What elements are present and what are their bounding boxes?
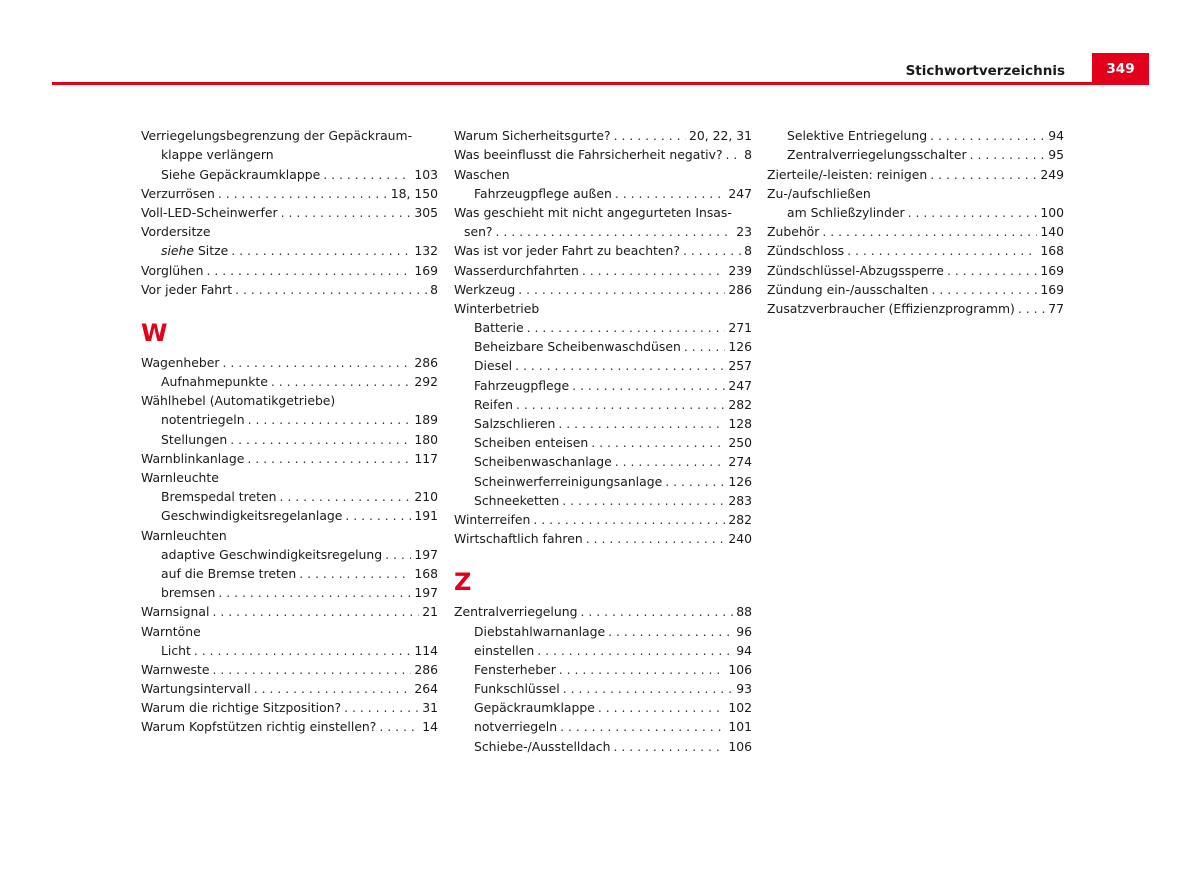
index-entry (454, 124, 752, 143)
index-entry-label: Warum Sicherheitsgurte? (454, 128, 611, 144)
section-letter: Z (454, 568, 472, 597)
index-entry-page: 197 (414, 546, 438, 562)
index-entry (767, 239, 1064, 258)
index-entry (767, 162, 1064, 181)
leader-dots (323, 167, 411, 182)
index-entry (141, 351, 438, 370)
index-entry-label: Wasserdurchfahrten (454, 262, 579, 278)
index-entry (141, 639, 438, 658)
index-entry-label: sen? (464, 224, 493, 240)
leader-dots (218, 585, 411, 600)
index-entry-page: 95 (1048, 147, 1064, 163)
index-entry-page: 282 (728, 511, 752, 527)
index-entry (454, 696, 752, 715)
index-entry (454, 412, 752, 431)
index-entry-page: 168 (1040, 243, 1064, 259)
leader-dots (279, 489, 411, 504)
index-entry (141, 562, 438, 581)
index-entry (141, 182, 438, 201)
index-entry-label: Vor jeder Fahrt (141, 281, 233, 297)
index-entry-page: 88 (736, 604, 752, 620)
index-entry-label: Fahrzeugpflege außen (474, 185, 612, 201)
index-entry-label: Scheinwerferreinigungsanlage (474, 473, 663, 489)
index-entry-label: Was beeinflusst die Fahrsicherheit negativ? (454, 147, 723, 163)
index-entry (141, 543, 438, 562)
index-entry (454, 639, 752, 658)
index-entry (454, 316, 752, 335)
index-entry-label: Warnweste (141, 661, 210, 677)
index-entry-page: 210 (414, 489, 438, 505)
index-entry (454, 393, 752, 412)
leader-dots (299, 566, 411, 581)
index-entry (454, 677, 752, 696)
index-entry-label: Diebstahlwarnanlage (474, 623, 606, 639)
index-entry (141, 696, 438, 715)
index-entry-page: 18, 150 (390, 185, 438, 201)
index-entry-label: Schiebe-/Ausstelldach (474, 738, 611, 754)
index-entry-page: 102 (728, 700, 752, 716)
index-entry-label: Warum die richtige Sitzposition? (141, 700, 342, 716)
leader-dots (908, 205, 1038, 220)
leader-dots (572, 378, 725, 393)
index-entry-label: Wagenheber (141, 354, 220, 370)
index-entry (141, 619, 438, 638)
index-entry-label: Batterie (474, 320, 524, 336)
index-entry-page: 8 (744, 243, 752, 259)
index-column-3 (767, 124, 1064, 316)
index-entry-label: Siehe Gepäckraumklappe (161, 166, 321, 182)
index-entry-emphasis: siehe (161, 243, 194, 259)
leader-dots (516, 397, 725, 412)
index-entry-page: 77 (1048, 300, 1064, 316)
index-entry (454, 335, 752, 354)
index-entry (454, 715, 752, 734)
index-entry-label: Zündschloss (767, 243, 845, 259)
index-entry (141, 370, 438, 389)
index-entry-page: 286 (414, 354, 438, 370)
index-entry-page: 169 (414, 262, 438, 278)
index-entry-label: Zentralverriegelung (454, 604, 578, 620)
leader-dots (527, 320, 726, 335)
leader-dots (254, 681, 412, 696)
index-entry-label: Warnblinkanlage (141, 450, 245, 466)
index-entry-page: 239 (728, 262, 752, 278)
index-entry (141, 408, 438, 427)
leader-dots (847, 243, 1037, 258)
index-entry-label: Geschwindigkeitsregelanlage (161, 508, 343, 524)
leader-dots (822, 224, 1037, 239)
index-entry-label: Zubehör (767, 224, 820, 240)
index-entry-page: 282 (728, 396, 752, 412)
index-entry (141, 239, 438, 258)
index-entry-label: Was geschieht mit nicht angegurteten Insas- (454, 204, 732, 220)
index-entry-label: notverriegeln (474, 719, 558, 735)
index-entry (141, 447, 438, 466)
index-entry-label: Warum Kopfstützen richtig einstellen? (141, 719, 377, 735)
index-entry (454, 489, 752, 508)
index-entry (141, 715, 438, 734)
index-entry-page: 305 (414, 204, 438, 220)
index-entry (454, 508, 752, 527)
index-column-2 (454, 124, 752, 754)
index-entry-label: einstellen (474, 642, 535, 658)
index-entry (767, 143, 1064, 162)
leader-dots (930, 128, 1045, 143)
leader-dots (932, 282, 1038, 297)
leader-dots (230, 432, 411, 447)
index-entry (141, 581, 438, 600)
index-entry-page: 169 (1040, 281, 1064, 297)
index-entry (454, 734, 752, 753)
index-entry (454, 469, 752, 488)
index-entry-label: Was ist vor jeder Fahrt zu beachten? (454, 243, 680, 259)
index-entry (141, 427, 438, 446)
leader-dots (560, 719, 725, 734)
index-entry-page: 191 (414, 508, 438, 524)
leader-dots (615, 186, 726, 201)
index-entry-label: Voll-LED-Scheinwerfer (141, 204, 278, 220)
index-column-1 (141, 124, 438, 734)
index-entry-page: 240 (728, 531, 752, 547)
index-entry (141, 124, 438, 143)
index-entry (141, 504, 438, 523)
index-entry-label: Selektive Entriegelung (787, 128, 928, 144)
index-entry-page: 114 (414, 642, 438, 658)
index-entry (454, 201, 752, 220)
index-entry-page: 100 (1040, 204, 1064, 220)
index-entry-label: Funkschlüssel (474, 681, 560, 697)
index-entry-label: Warnleuchte (141, 470, 219, 485)
leader-dots (580, 604, 733, 619)
leader-dots (582, 263, 725, 278)
leader-dots (281, 205, 412, 220)
index-entry-label: Beheizbare Scheibenwaschdüsen (474, 339, 681, 355)
leader-dots (684, 339, 726, 354)
leader-dots (231, 243, 411, 258)
index-entry (141, 523, 438, 542)
index-entry-label: Winterreifen (454, 511, 531, 527)
index-entry-page: 247 (728, 185, 752, 201)
index-entry-page: 283 (728, 492, 752, 508)
index-entry (454, 354, 752, 373)
index-entry-label: Waschen (454, 166, 510, 182)
index-entry-label: Zierteile/-leisten: reinigen (767, 166, 928, 182)
index-entry-page: 106 (728, 661, 752, 677)
index-entry-label: Licht (161, 642, 191, 658)
index-entry-page: 247 (728, 377, 752, 393)
leader-dots (591, 435, 725, 450)
index-entry (454, 450, 752, 469)
index-entry-label: Verriegelungsbegrenzung der Gepäckraum- (141, 128, 413, 144)
index-entry (454, 431, 752, 450)
index-entry-page: 20, 22, 31 (688, 128, 752, 144)
index-entry-page: 292 (414, 374, 438, 390)
index-entry-label: Zu-/aufschließen (767, 185, 871, 201)
page-number: 349 (1092, 53, 1149, 85)
leader-dots (206, 263, 411, 278)
leader-dots (248, 412, 412, 427)
index-entry (767, 220, 1064, 239)
index-entry-label: Zentralverriegelungsschalter (787, 147, 967, 163)
index-entry (767, 278, 1064, 297)
index-entry-page: 286 (728, 281, 752, 297)
index-entry (141, 466, 438, 485)
index-entry-label: Verzurrösen (141, 185, 215, 201)
leader-dots (515, 358, 725, 373)
leader-dots (562, 493, 725, 508)
leader-dots (212, 604, 419, 619)
index-entry (454, 619, 752, 638)
index-entry-label: Vordersitze (141, 224, 211, 240)
index-entry-page: 169 (1040, 262, 1064, 278)
index-entry (767, 124, 1064, 143)
leader-dots (683, 243, 741, 258)
section-title: Stichwortverzeichnis (905, 63, 1065, 79)
index-entry-page: 96 (736, 623, 752, 639)
leader-dots (247, 451, 411, 466)
leader-dots (559, 662, 726, 677)
index-entry-page: 180 (414, 431, 438, 447)
leader-dots (947, 263, 1037, 278)
index-entry-label: Scheibenwaschanlage (474, 454, 612, 470)
index-entry-page: 8 (744, 147, 752, 163)
index-entry-label: Warnleuchten (141, 527, 227, 543)
index-entry-label: Zündschlüssel-Abzugssperre (767, 262, 944, 278)
index-entry-page: 271 (728, 320, 752, 336)
index-entry-page: 140 (1040, 224, 1064, 240)
index-entry-page: 189 (414, 412, 438, 428)
leader-dots (598, 700, 725, 715)
index-entry (141, 485, 438, 504)
index-entry-page: 168 (414, 565, 438, 581)
index-entry (141, 658, 438, 677)
leader-dots (665, 474, 725, 489)
leader-dots (558, 416, 725, 431)
leader-dots (614, 128, 686, 143)
leader-dots (1018, 301, 1045, 316)
index-entry-label: Wirtschaftlich fahren (454, 531, 583, 547)
leader-dots (345, 508, 411, 523)
index-entry (767, 201, 1064, 220)
index-entry-label: Zündung ein-/ausschalten (767, 281, 929, 297)
index-entry (454, 278, 752, 297)
index-entry (141, 600, 438, 619)
index-entry-page: 126 (728, 473, 752, 489)
index-entry-label: Salzschlieren (474, 416, 556, 431)
index-entry (767, 297, 1064, 316)
index-entry-label: Fensterheber (474, 661, 556, 677)
leader-dots (271, 374, 411, 389)
leader-dots (537, 643, 733, 658)
index-entry-label (161, 243, 228, 258)
index-entry-label-text: Sitze (194, 243, 229, 259)
leader-dots (222, 355, 411, 370)
leader-dots (615, 454, 726, 469)
header-rule (52, 82, 1149, 85)
index-entry-page: 93 (736, 681, 752, 697)
index-entry-page: 101 (728, 719, 752, 735)
index-entry-label: Gepäckraumklappe (474, 700, 595, 716)
index-entry-page: 286 (414, 661, 438, 677)
index-entry-label: Aufnahmepunkte (161, 374, 268, 390)
leader-dots (496, 224, 734, 239)
index-entry-label: am Schließzylinder (787, 204, 905, 220)
index-entry (454, 220, 752, 239)
leader-dots (726, 147, 742, 162)
index-entry-page: 94 (736, 642, 752, 658)
index-entry-label: auf die Bremse treten (161, 565, 297, 581)
index-entry-label: Zusatzverbraucher (Effizienzprogramm) (767, 300, 1015, 316)
index-entry-label: Schneeketten (474, 492, 560, 508)
index-entry (767, 182, 1064, 201)
index-entry-label: Warnsignal (141, 604, 210, 620)
index-entry (454, 373, 752, 392)
index-entry (141, 220, 438, 239)
leader-dots (212, 662, 411, 677)
index-entry-label: Wählhebel (Automatikgetriebe) (141, 393, 336, 409)
leader-dots (194, 643, 411, 658)
index-entry-page: 132 (414, 243, 438, 259)
index-entry-label: Vorglühen (141, 262, 204, 278)
index-entry (141, 162, 438, 181)
index-entry-page: 23 (736, 224, 752, 240)
index-entry-label: Scheiben enteisen (474, 435, 589, 451)
index-entry-label: klappe verlängern (161, 147, 274, 163)
index-entry (454, 258, 752, 277)
index-entry (454, 239, 752, 258)
index-entry-page: 14 (422, 719, 438, 735)
section-letter: W (141, 318, 168, 347)
leader-dots (930, 167, 1037, 182)
index-entry-page: 117 (414, 450, 438, 466)
index-entry-page: 250 (728, 435, 752, 451)
index-entry-page: 31 (422, 700, 438, 716)
index-entry-label: notentriegeln (161, 412, 245, 428)
index-entry-label: Stellungen (161, 431, 228, 447)
index-entry (141, 278, 438, 297)
index-entry (454, 162, 752, 181)
index-entry-label: bremsen (161, 585, 216, 601)
index-entry (141, 258, 438, 277)
index-entry (767, 258, 1064, 277)
index-entry (141, 677, 438, 696)
index-entry (141, 389, 438, 408)
index-entry-label: Wartungsintervall (141, 681, 251, 697)
index-entry-page: 128 (728, 416, 752, 431)
index-entry-page: 249 (1040, 166, 1064, 182)
leader-dots (379, 719, 419, 734)
leader-dots (613, 739, 725, 754)
index-entry (141, 143, 438, 162)
index-entry (454, 297, 752, 316)
leader-dots (533, 512, 725, 527)
index-entry-page: 8 (430, 281, 438, 297)
leader-dots (518, 282, 725, 297)
leader-dots (385, 547, 411, 562)
index-entry-label: Diesel (474, 358, 513, 374)
index-entry-page: 103 (414, 166, 438, 182)
index-entry-label: adaptive Geschwindigkeitsregelung (161, 546, 383, 562)
index-entry (454, 658, 752, 677)
index-entry-page: 106 (728, 738, 752, 754)
index-entry (141, 201, 438, 220)
index-entry-label: Bremspedal treten (161, 489, 277, 505)
index-entry-page: 126 (728, 339, 752, 355)
index-entry-label: Winterbetrieb (454, 300, 540, 316)
index-entry-label: Reifen (474, 396, 513, 412)
leader-dots (970, 147, 1046, 162)
index-entry-page: 21 (422, 604, 438, 620)
index-entry (454, 527, 752, 546)
index-entry-label: Fahrzeugpflege (474, 377, 570, 393)
leader-dots (235, 282, 427, 297)
leader-dots (344, 700, 419, 715)
index-entry (454, 143, 752, 162)
index-entry-page: 197 (414, 585, 438, 601)
index-entry (454, 600, 752, 619)
index-entry-label: Werkzeug (454, 281, 516, 297)
index-entry-page: 264 (414, 681, 438, 697)
leader-dots (608, 624, 733, 639)
index-entry (454, 182, 752, 201)
index-entry-page: 274 (728, 454, 752, 470)
index-entry-label: Warntöne (141, 623, 201, 639)
index-entry-page: 257 (728, 358, 752, 374)
leader-dots (218, 186, 388, 201)
index-entry-page: 94 (1048, 128, 1064, 144)
leader-dots (563, 681, 733, 696)
leader-dots (586, 531, 726, 546)
